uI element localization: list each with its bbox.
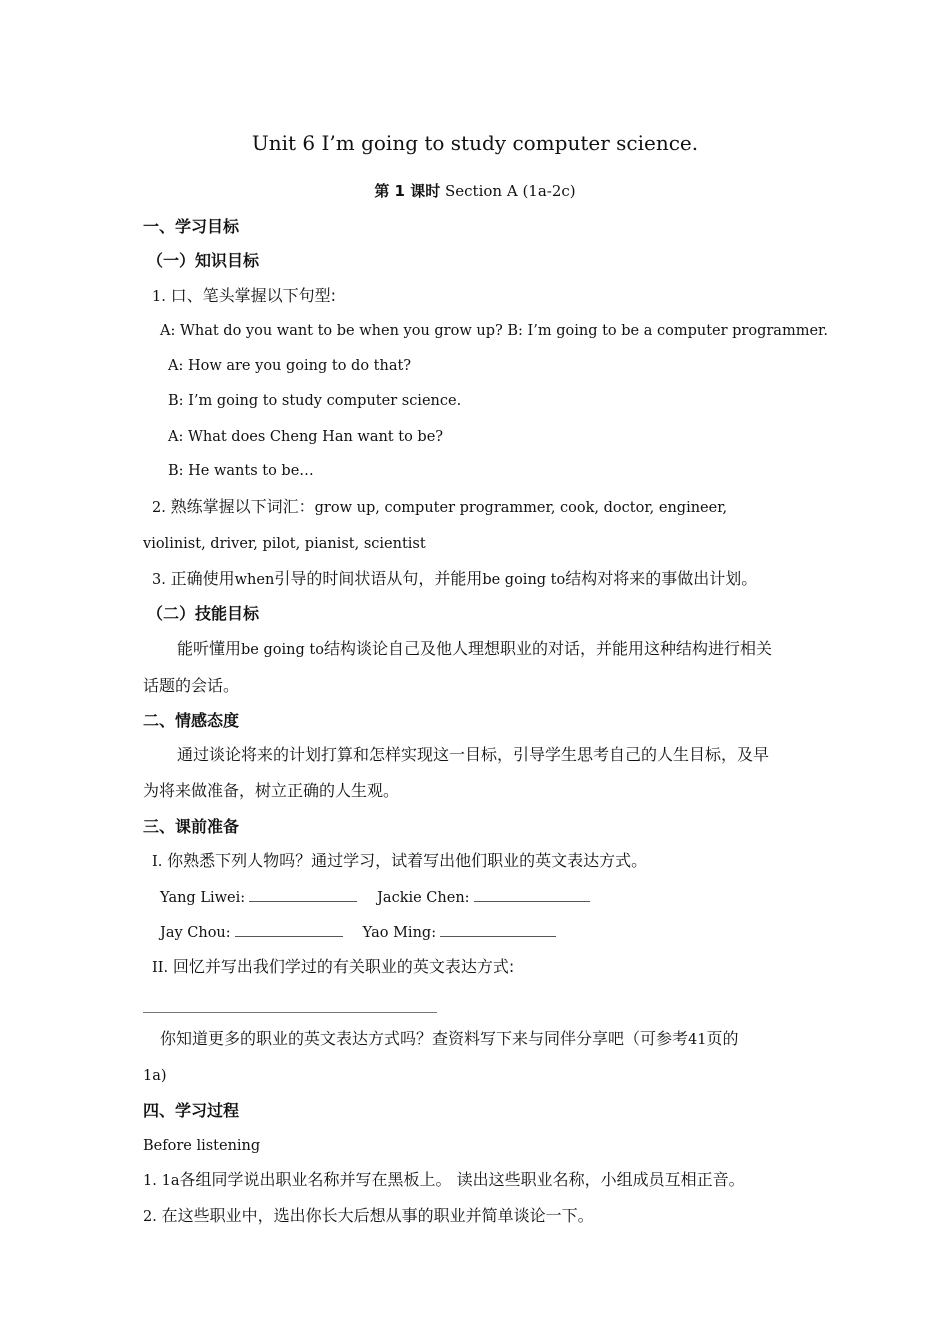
section-label: Section A (1a-2c) xyxy=(445,182,576,200)
extra-question-continued: 1a) xyxy=(143,1068,167,1084)
question-text: 你知道更多的职业的英文表达方式吗？查资料写下来与同伴分享吧（可参考 xyxy=(160,1029,689,1048)
answer-blank[interactable] xyxy=(440,922,556,937)
skill-paragraph-line-1 xyxy=(177,639,772,660)
answer-blank[interactable] xyxy=(249,887,357,902)
lesson-subtitle xyxy=(0,181,950,201)
item-text: 熟练掌握以下词汇： xyxy=(170,497,315,516)
item-number: 3. xyxy=(152,572,166,588)
item-text: 正确使用 xyxy=(170,569,235,588)
question-text: 你熟悉下列人物吗？通过学习，试着写出他们职业的英文表达方式。 xyxy=(167,851,648,870)
item-keyword: be going to xyxy=(482,572,566,588)
skill-paragraph-line-2: 话题的会话。 xyxy=(143,676,240,695)
dialog-line: A: How are you going to do that? xyxy=(168,358,412,374)
before-listening-label: Before listening xyxy=(143,1138,261,1154)
item-text: 引导的时间状语从句，并能用 xyxy=(274,569,483,588)
question-2 xyxy=(152,957,514,978)
paragraph-text: 能听懂用 xyxy=(177,639,242,658)
dialog-line: A: What does Cheng Han want to be? xyxy=(168,429,444,445)
person-label: Yang Liwei: xyxy=(160,890,246,906)
answer-blank[interactable] xyxy=(474,887,590,902)
extra-question xyxy=(160,1029,738,1050)
question-number: II. xyxy=(152,960,169,976)
step-number: 1. xyxy=(143,1173,157,1189)
vocab-list-continued: violinist, driver, pilot, pianist, scientist xyxy=(143,536,426,552)
goal-item-3 xyxy=(152,569,757,590)
heading-attitude: 二、情感态度 xyxy=(143,711,240,730)
question-1 xyxy=(152,851,647,872)
dialog-line: B: I’m going to study computer science. xyxy=(168,393,462,409)
item-text: 口、笔头掌握以下句型: xyxy=(170,286,337,305)
dialog-line: A: What do you want to be when you grow up? B: I’m going to be a computer programmer. xyxy=(160,323,828,339)
answer-line[interactable] xyxy=(143,1012,437,1013)
person-row-2 xyxy=(160,922,562,943)
document-title: Unit 6 I’m going to study computer science. xyxy=(251,131,699,155)
step-text: 在这些职业中，选出你长大后想从事的职业并简单谈论一下。 xyxy=(161,1206,594,1225)
person-label: Yao Ming: xyxy=(362,925,437,941)
attitude-paragraph-line-1: 通过谈论将来的计划打算和怎样实现这一目标，引导学生思考自己的人生目标，及早 xyxy=(177,745,770,764)
process-step-2 xyxy=(143,1206,594,1227)
person-label: Jay Chou: xyxy=(160,925,231,941)
paragraph-keyword: be going to xyxy=(241,642,324,658)
question-text: 页的 xyxy=(706,1029,739,1048)
heading-skill-goals: （二）技能目标 xyxy=(147,604,260,623)
dialog-line: B: He wants to be… xyxy=(168,463,314,479)
vocab-list: grow up, computer programmer, cook, doctor, engineer, xyxy=(314,500,728,516)
item-keyword: when xyxy=(234,572,275,588)
process-step-1 xyxy=(143,1170,745,1191)
lesson-number: 第 1 课时 xyxy=(374,182,441,200)
item-number: 2. xyxy=(152,500,166,516)
page-reference: 41 xyxy=(688,1032,707,1048)
heading-preparation: 三、课前准备 xyxy=(143,817,240,836)
step-text: 各组同学说出职业名称并写在黑板上。 读出这些职业名称，小组成员互相正音。 xyxy=(179,1170,745,1189)
person-row-1 xyxy=(160,887,596,908)
item-number: 1. xyxy=(152,289,166,305)
question-number: I. xyxy=(152,854,163,870)
step-number: 2. xyxy=(143,1209,157,1225)
question-text: 回忆并写出我们学过的有关职业的英文表达方式: xyxy=(172,957,515,976)
attitude-paragraph-line-2: 为将来做准备，树立正确的人生观。 xyxy=(143,781,400,800)
paragraph-text: 结构谈论自己及他人理想职业的对话，并能用这种结构进行相关 xyxy=(323,639,772,658)
item-text: 结构对将来的事做出计划。 xyxy=(565,569,758,588)
heading-learning-process: 四、学习过程 xyxy=(143,1101,240,1120)
step-tag: 1a xyxy=(161,1173,180,1189)
person-label: Jackie Chen: xyxy=(377,890,470,906)
heading-knowledge-goals: （一）知识目标 xyxy=(147,251,260,270)
goal-item-2 xyxy=(152,497,727,518)
answer-blank[interactable] xyxy=(235,922,343,937)
heading-learning-goals: 一、学习目标 xyxy=(143,217,240,236)
goal-item-1 xyxy=(152,286,336,307)
